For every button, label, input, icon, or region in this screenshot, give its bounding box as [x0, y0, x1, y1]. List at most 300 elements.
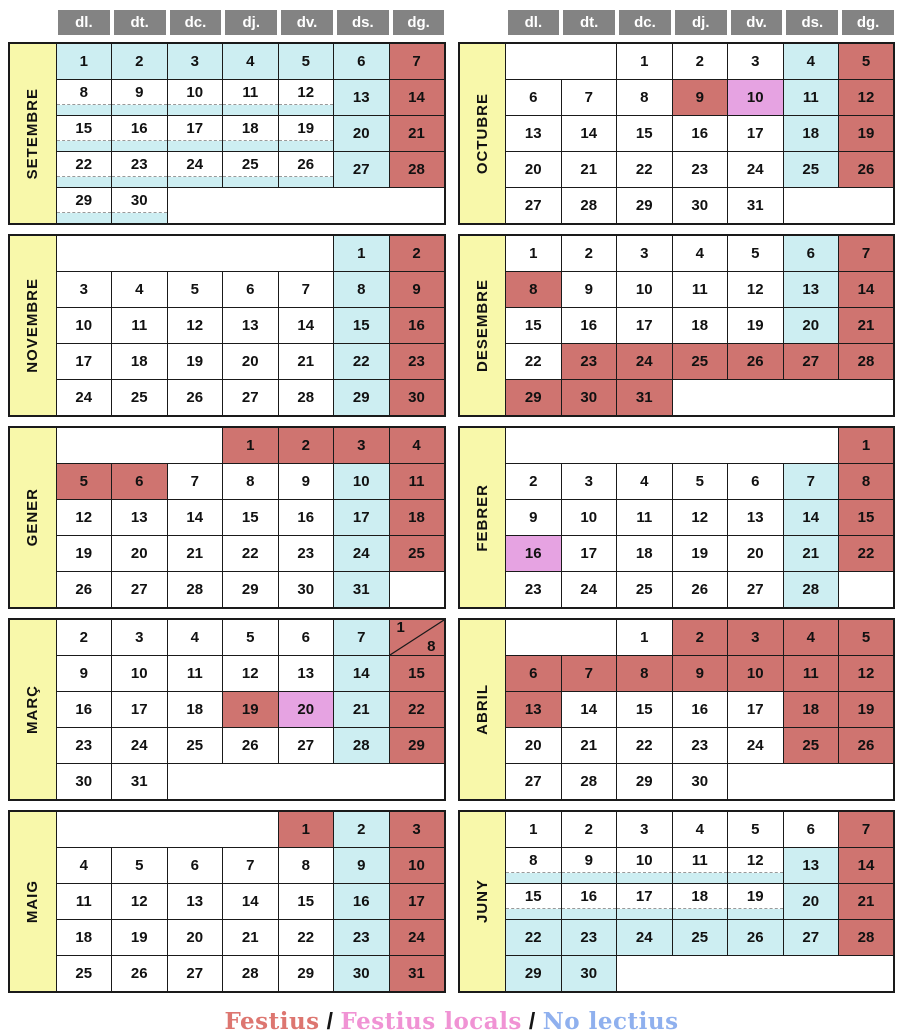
day-number: 8: [427, 638, 436, 655]
day-cell: 29: [506, 380, 562, 417]
day-number: 17: [168, 117, 223, 141]
day-cell: 22: [389, 692, 445, 728]
day-number: 9: [562, 849, 617, 873]
day-cell: 4: [783, 43, 839, 80]
empty-cell: [167, 188, 445, 225]
day-cell: 6: [783, 235, 839, 272]
day-cell: 27: [506, 764, 562, 801]
day-number: 15: [506, 885, 561, 909]
day-cell: 23: [334, 920, 390, 956]
week-row: [9, 344, 445, 380]
day-cell: 1: [56, 43, 112, 80]
no-lectiu-strip: [223, 105, 278, 115]
day-cell: 25: [167, 728, 223, 764]
week-row: [459, 848, 895, 884]
weekday-header-dg: dg.: [393, 10, 445, 35]
day-cell: 21: [561, 152, 617, 188]
weekday-header-dj: dj.: [225, 10, 277, 35]
week-row: [459, 116, 895, 152]
day-cell: 26: [728, 344, 784, 380]
day-cell: 24: [334, 536, 390, 572]
day-cell: 18: [112, 344, 168, 380]
day-cell-half-lectiu: [112, 188, 168, 225]
no-lectiu-strip: [57, 177, 112, 187]
no-lectiu-strip: [279, 177, 334, 187]
day-cell: 23: [561, 344, 617, 380]
no-lectiu-strip: [223, 141, 278, 151]
day-cell-half-lectiu: [112, 116, 168, 152]
day-cell: 11: [167, 656, 223, 692]
day-cell: 6: [278, 619, 334, 656]
day-cell: 15: [223, 500, 279, 536]
day-cell: 27: [783, 920, 839, 956]
day-cell-half-lectiu: [112, 80, 168, 116]
day-cell-half-lectiu: [56, 80, 112, 116]
day-cell: 11: [112, 308, 168, 344]
day-cell: 28: [334, 728, 390, 764]
week-row: [9, 500, 445, 536]
no-lectiu-strip: [112, 141, 167, 151]
day-cell: 20: [783, 884, 839, 920]
day-cell: 24: [617, 344, 673, 380]
week-row: [9, 43, 445, 80]
legend-festius-locals-label: Festius locals: [340, 1008, 522, 1035]
day-cell-half-lectiu: [56, 116, 112, 152]
day-cell: 21: [223, 920, 279, 956]
day-number: 10: [168, 81, 223, 105]
day-cell: 30: [56, 764, 112, 801]
day-cell: 6: [112, 464, 168, 500]
day-cell: 3: [561, 464, 617, 500]
day-cell: 25: [783, 728, 839, 764]
day-cell: 2: [112, 43, 168, 80]
day-cell: 9: [506, 500, 562, 536]
day-cell: 22: [839, 536, 895, 572]
day-number: 26: [279, 153, 334, 177]
week-row: [459, 656, 895, 692]
week-row: [9, 920, 445, 956]
month-name-text: SETEMBRE: [24, 87, 42, 180]
day-cell: 20: [223, 344, 279, 380]
day-cell: 27: [506, 188, 562, 225]
no-lectiu-strip: [223, 177, 278, 187]
month-label-octubre: [459, 43, 506, 224]
day-cell-half-lectiu: [56, 188, 112, 225]
day-cell: 13: [167, 884, 223, 920]
day-number: 12: [279, 81, 334, 105]
day-number: 19: [728, 885, 783, 909]
month-table-febrer: [458, 426, 896, 609]
day-cell-half-lectiu: [728, 848, 784, 884]
day-cell: 2: [561, 235, 617, 272]
day-cell: 29: [617, 188, 673, 225]
month-label-abril: [459, 619, 506, 800]
weekday-header-dg: dg.: [842, 10, 894, 35]
day-cell: 1: [506, 235, 562, 272]
day-cell: 9: [672, 80, 728, 116]
weekday-header-dj: dj.: [675, 10, 727, 35]
day-cell: 19: [112, 920, 168, 956]
month-name-text: MARÇ: [24, 685, 42, 734]
day-cell: 30: [561, 380, 617, 417]
day-cell: 17: [617, 308, 673, 344]
weekday-header-dt: dt.: [114, 10, 166, 35]
day-cell: 15: [617, 116, 673, 152]
weekday-header-ds: ds.: [786, 10, 838, 35]
day-cell: 28: [278, 380, 334, 417]
day-cell: 26: [56, 572, 112, 609]
week-row: [459, 464, 895, 500]
day-cell: 21: [839, 308, 895, 344]
day-cell: 4: [389, 427, 445, 464]
day-cell: 15: [389, 656, 445, 692]
day-cell: 25: [56, 956, 112, 993]
day-cell: 24: [728, 728, 784, 764]
week-row: [9, 152, 445, 188]
weekday-header-dc: dc.: [170, 10, 222, 35]
no-lectiu-strip: [57, 213, 112, 223]
day-cell: 15: [334, 308, 390, 344]
month-name-text: DESEMBRE: [473, 278, 491, 372]
day-cell: 25: [112, 380, 168, 417]
no-lectiu-strip: [506, 873, 561, 883]
day-cell: 8: [223, 464, 279, 500]
day-cell-half-lectiu: [617, 848, 673, 884]
day-cell: 11: [389, 464, 445, 500]
day-cell: 29: [617, 764, 673, 801]
day-cell: 12: [839, 656, 895, 692]
day-cell: 19: [839, 116, 895, 152]
day-cell-diagonal: [389, 619, 445, 656]
day-cell: 30: [334, 956, 390, 993]
day-cell: 29: [223, 572, 279, 609]
day-cell: 21: [783, 536, 839, 572]
calendar-column-left: [8, 10, 446, 1002]
week-row: [459, 344, 895, 380]
week-row: [9, 80, 445, 116]
day-number: 8: [506, 849, 561, 873]
day-cell: 6: [334, 43, 390, 80]
week-row: [9, 427, 445, 464]
day-cell: 8: [617, 656, 673, 692]
day-cell: 7: [334, 619, 390, 656]
calendar-columns: [8, 10, 895, 1002]
weekday-header-dv: dv.: [281, 10, 333, 35]
day-cell: 25: [389, 536, 445, 572]
day-cell: 14: [278, 308, 334, 344]
day-cell: 6: [783, 811, 839, 848]
day-cell: 3: [389, 811, 445, 848]
day-cell: 17: [728, 692, 784, 728]
week-row: [459, 884, 895, 920]
day-cell: 14: [839, 848, 895, 884]
day-cell-half-lectiu: [223, 80, 279, 116]
day-cell: 4: [617, 464, 673, 500]
no-lectiu-strip: [168, 177, 223, 187]
month-label-desembre: [459, 235, 506, 416]
week-row: [459, 728, 895, 764]
month-label-marc: [9, 619, 56, 800]
week-row: [459, 427, 895, 464]
day-cell: 13: [506, 692, 562, 728]
day-cell: 1: [223, 427, 279, 464]
day-cell: 6: [167, 848, 223, 884]
month-table-marc: [8, 618, 446, 801]
day-cell: 25: [672, 344, 728, 380]
day-cell: 20: [506, 728, 562, 764]
empty-cell: [56, 235, 334, 272]
week-row: [9, 692, 445, 728]
month-label-novembre: [9, 235, 56, 416]
day-cell: 10: [389, 848, 445, 884]
day-cell: 3: [334, 427, 390, 464]
day-number: 12: [728, 849, 783, 873]
day-cell: 11: [672, 272, 728, 308]
week-row: [9, 848, 445, 884]
day-cell: 13: [334, 80, 390, 116]
day-cell: 9: [389, 272, 445, 308]
day-cell: 24: [561, 572, 617, 609]
day-number: 18: [673, 885, 728, 909]
day-cell: 1: [506, 811, 562, 848]
day-cell: 4: [56, 848, 112, 884]
day-cell-half-lectiu: [278, 80, 334, 116]
day-cell: 22: [617, 728, 673, 764]
day-cell: 15: [617, 692, 673, 728]
day-cell: 3: [728, 619, 784, 656]
week-row: [9, 380, 445, 417]
day-cell: 5: [728, 811, 784, 848]
empty-cell: [506, 427, 839, 464]
week-row: [459, 572, 895, 609]
day-cell: 1: [839, 427, 895, 464]
week-row: [459, 308, 895, 344]
day-cell: 20: [783, 308, 839, 344]
week-row: [459, 500, 895, 536]
day-cell: 28: [783, 572, 839, 609]
day-number: 22: [57, 153, 112, 177]
no-lectiu-strip: [617, 909, 672, 919]
day-cell-half-lectiu: [561, 884, 617, 920]
day-cell: 28: [839, 920, 895, 956]
day-cell: 30: [672, 764, 728, 801]
day-number: 9: [112, 81, 167, 105]
weekday-header-dl: dl.: [58, 10, 110, 35]
day-cell-half-lectiu: [167, 152, 223, 188]
day-cell: 31: [617, 380, 673, 417]
empty-cell: [56, 427, 223, 464]
day-cell: 2: [56, 619, 112, 656]
month-table-juny: [458, 810, 896, 993]
month-table-desembre: [458, 234, 896, 417]
day-cell: 11: [783, 80, 839, 116]
no-lectiu-strip: [279, 141, 334, 151]
day-cell: 20: [112, 536, 168, 572]
weekday-header-ds: ds.: [337, 10, 389, 35]
week-row: [9, 464, 445, 500]
day-cell: 23: [561, 920, 617, 956]
day-cell-half-lectiu: [617, 884, 673, 920]
day-cell: 5: [278, 43, 334, 80]
month-name-text: ABRIL: [473, 684, 491, 735]
day-cell: 10: [728, 80, 784, 116]
day-cell: 16: [334, 884, 390, 920]
day-cell: 5: [56, 464, 112, 500]
day-cell-half-lectiu: [167, 116, 223, 152]
day-cell: 29: [334, 380, 390, 417]
day-cell: 20: [506, 152, 562, 188]
day-cell-half-lectiu: [56, 152, 112, 188]
day-cell-half-lectiu: [672, 884, 728, 920]
day-number: 16: [112, 117, 167, 141]
week-row: [459, 272, 895, 308]
day-cell: 8: [839, 464, 895, 500]
day-cell: 28: [561, 764, 617, 801]
day-cell: 24: [389, 920, 445, 956]
day-cell: 2: [278, 427, 334, 464]
day-cell: 20: [334, 116, 390, 152]
day-cell: 14: [167, 500, 223, 536]
day-cell: 24: [112, 728, 168, 764]
day-cell: 5: [839, 43, 895, 80]
day-cell: 7: [783, 464, 839, 500]
day-cell: 1: [617, 619, 673, 656]
month-label-setembre: [9, 43, 56, 224]
day-cell: 19: [56, 536, 112, 572]
day-cell-half-lectiu: [223, 152, 279, 188]
day-cell: 14: [561, 116, 617, 152]
calendar-column-right: [458, 10, 896, 1002]
day-cell: 14: [561, 692, 617, 728]
week-row: [459, 80, 895, 116]
legend-separator: /: [528, 1008, 536, 1034]
day-cell: 3: [617, 235, 673, 272]
day-number: 30: [112, 189, 167, 213]
empty-cell: [617, 956, 895, 993]
day-cell: 3: [167, 43, 223, 80]
day-cell: 7: [278, 272, 334, 308]
day-cell: 31: [334, 572, 390, 609]
day-cell: 30: [672, 188, 728, 225]
day-cell: 3: [112, 619, 168, 656]
day-cell: 21: [561, 728, 617, 764]
day-cell: 8: [617, 80, 673, 116]
day-cell: 21: [334, 692, 390, 728]
day-cell: 1: [278, 811, 334, 848]
day-cell-half-lectiu: [223, 116, 279, 152]
empty-cell: [672, 380, 894, 417]
day-cell: 5: [839, 619, 895, 656]
month-table-abril: [458, 618, 896, 801]
day-cell: 10: [728, 656, 784, 692]
no-lectiu-strip: [112, 213, 167, 223]
day-cell: 17: [334, 500, 390, 536]
day-cell: 23: [672, 728, 728, 764]
day-cell: 13: [783, 848, 839, 884]
day-cell: 17: [561, 536, 617, 572]
day-cell: 23: [506, 572, 562, 609]
week-row: [459, 920, 895, 956]
month-label-maig: [9, 811, 56, 992]
day-cell-half-lectiu: [506, 884, 562, 920]
day-cell: 6: [223, 272, 279, 308]
no-lectiu-strip: [562, 873, 617, 883]
day-cell: 16: [672, 116, 728, 152]
month-name-text: OCTUBRE: [473, 92, 491, 175]
empty-cell: [506, 619, 617, 656]
day-cell: 27: [223, 380, 279, 417]
day-cell: 30: [389, 380, 445, 417]
month-name-text: NOVEMBRE: [24, 278, 42, 373]
day-cell: 10: [617, 272, 673, 308]
empty-cell: [167, 764, 445, 801]
day-cell: 5: [672, 464, 728, 500]
day-cell: 23: [672, 152, 728, 188]
empty-cell: [389, 572, 445, 609]
no-lectiu-strip: [617, 873, 672, 883]
day-cell-half-lectiu: [112, 152, 168, 188]
day-cell: 12: [672, 500, 728, 536]
day-cell: 6: [506, 656, 562, 692]
week-row: [459, 235, 895, 272]
day-cell: 18: [617, 536, 673, 572]
day-cell: 7: [561, 80, 617, 116]
day-cell: 28: [167, 572, 223, 609]
no-lectiu-strip: [168, 105, 223, 115]
day-cell: 13: [278, 656, 334, 692]
day-cell: 21: [839, 884, 895, 920]
day-cell: 22: [223, 536, 279, 572]
day-cell: 19: [167, 344, 223, 380]
day-cell: 24: [56, 380, 112, 417]
day-cell: 13: [728, 500, 784, 536]
day-number: 15: [57, 117, 112, 141]
month-table-maig: [8, 810, 446, 993]
day-cell: 1: [334, 235, 390, 272]
day-cell: 2: [334, 811, 390, 848]
no-lectiu-strip: [112, 177, 167, 187]
day-cell: 3: [728, 43, 784, 80]
day-cell: 28: [839, 344, 895, 380]
legend: [8, 1008, 895, 1035]
day-cell: 2: [672, 619, 728, 656]
day-cell: 4: [672, 235, 728, 272]
week-row: [459, 956, 895, 993]
day-cell: 14: [389, 80, 445, 116]
month-name-text: GENER: [24, 488, 42, 547]
day-cell: 20: [278, 692, 334, 728]
week-row: [9, 188, 445, 225]
day-cell: 13: [506, 116, 562, 152]
day-cell: 1: [617, 43, 673, 80]
week-row: [9, 656, 445, 692]
day-cell: 26: [112, 956, 168, 993]
day-cell: 19: [223, 692, 279, 728]
day-cell: 7: [223, 848, 279, 884]
day-cell-half-lectiu: [506, 848, 562, 884]
day-cell: 10: [112, 656, 168, 692]
day-cell: 6: [728, 464, 784, 500]
day-number: 10: [617, 849, 672, 873]
day-cell: 29: [506, 956, 562, 993]
day-cell: 14: [783, 500, 839, 536]
day-cell: 25: [617, 572, 673, 609]
day-cell: 5: [223, 619, 279, 656]
day-cell: 23: [278, 536, 334, 572]
day-cell: 27: [783, 344, 839, 380]
day-cell: 19: [672, 536, 728, 572]
week-row: [9, 536, 445, 572]
